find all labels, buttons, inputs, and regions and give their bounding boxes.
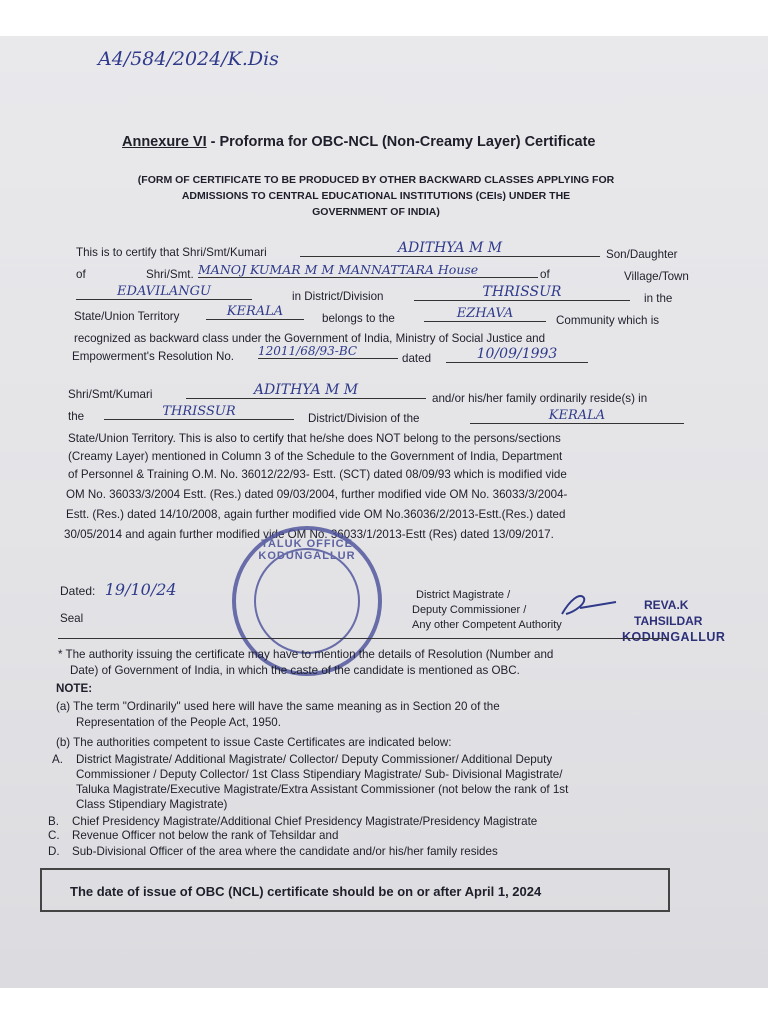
district-name: THRISSUR bbox=[414, 284, 630, 301]
dated-row bbox=[60, 580, 177, 599]
dated-label: Dated: bbox=[60, 584, 96, 598]
of-label-2: of bbox=[540, 268, 550, 281]
list-text: Revenue Officer not below the rank of Tehsildar and bbox=[72, 829, 339, 842]
stamp-text: TALUK OFFICE KODUNGALLUR bbox=[258, 538, 356, 562]
shri-label: Shri/Smt. bbox=[146, 268, 194, 281]
state-name: KERALA bbox=[206, 304, 304, 320]
list-item bbox=[48, 844, 498, 859]
belongs-label: belongs to the bbox=[322, 312, 395, 325]
reside-text: and/or his/her family ordinarily reside(s) in bbox=[432, 392, 648, 405]
officer-place: KODUNGALLUR bbox=[622, 630, 726, 644]
list-marker: C. bbox=[48, 829, 60, 842]
list-text: Taluka Magistrate/Executive Magistrate/Extra Assistant Commissioner (not below the rank of 1st bbox=[76, 783, 569, 796]
note-a: (a) The term "Ordinarily" used here will have the same meaning as in Section 20 of the bbox=[56, 700, 500, 713]
candidate-name: ADITHYA M M bbox=[300, 240, 600, 257]
p2-line: State/Union Territory. This is also to certify that he/she does NOT belong to the persons/sections bbox=[68, 432, 561, 445]
authority-line: Deputy Commissioner / bbox=[412, 604, 527, 616]
district-division-label: District/Division of the bbox=[308, 412, 420, 425]
note-a-cont: Representation of the People Act, 1950. bbox=[76, 716, 281, 729]
subtitle-line: GOVERNMENT OF INDIA) bbox=[312, 206, 440, 218]
list-marker: B. bbox=[48, 815, 59, 828]
p2-line: (Creamy Layer) mentioned in Column 3 of the Schedule to the Government of India, Department bbox=[68, 450, 563, 463]
state-label: State/Union Territory bbox=[74, 310, 180, 323]
father-name: MANOJ KUMAR M M MANNATTARA House bbox=[198, 262, 538, 278]
p2-line: OM No. 36033/3/2004 Estt. (Res.) dated 09/03/2004, further modified vide OM No. 36033/3/2004- bbox=[66, 488, 568, 501]
p2-state: KERALA bbox=[470, 408, 684, 424]
list-marker: A. bbox=[52, 753, 63, 766]
page-title bbox=[122, 134, 596, 150]
officer-name: REVA.K bbox=[644, 598, 689, 612]
title-text: - Proforma for OBC-NCL (Non-Creamy Layer) Certificate bbox=[206, 134, 596, 150]
dated-label: dated bbox=[402, 352, 432, 365]
resolution-date: 10/09/1993 bbox=[446, 346, 588, 363]
son-daughter-label: Son/Daughter bbox=[606, 248, 678, 261]
subtitle bbox=[96, 172, 656, 220]
certificate-page bbox=[0, 36, 768, 988]
resolution-label: Empowerment's Resolution No. bbox=[72, 350, 235, 363]
p2-label: Shri/Smt/Kumari bbox=[68, 388, 153, 401]
in-the-label: in the bbox=[644, 292, 673, 305]
reference-number: A4/584/2024/K.Dis bbox=[98, 48, 279, 70]
p2-candidate-name: ADITHYA M M bbox=[186, 382, 426, 399]
footnote-line: * The authority issuing the certificate may have to mention the details of Resolution (Number and bbox=[58, 648, 554, 661]
list-text: District Magistrate/ Additional Magistrate/ Collector/ Deputy Commissioner/ Additional Deputy bbox=[76, 753, 553, 766]
subtitle-line: ADMISSIONS TO CENTRAL EDUCATIONAL INSTITUTIONS (CEIs) UNDER THE bbox=[181, 190, 571, 202]
list-item bbox=[48, 828, 338, 843]
seal-label: Seal bbox=[60, 612, 84, 625]
certify-text: This is to certify that Shri/Smt/Kumari bbox=[76, 246, 267, 259]
officer-title: TAHSILDAR bbox=[634, 614, 703, 628]
authority-line: Any other Competent Authority bbox=[412, 619, 562, 631]
village-name: EDAVILANGU bbox=[76, 284, 252, 300]
note-heading: NOTE: bbox=[56, 682, 93, 695]
list-item bbox=[52, 752, 568, 812]
resolution-number: 12011/68/93-BC bbox=[258, 344, 398, 359]
p2-line: Estt. (Res.) dated 14/10/2008, again further modified vide OM No.36036/2/2013-Estt.(Res.) dated bbox=[66, 508, 566, 521]
in-district-label: in District/Division bbox=[292, 290, 384, 303]
p2-line: 30/05/2014 and again further modified vide OM No. 36033/1/2013-Estt (Res) dated 13/09/2017. bbox=[64, 528, 554, 541]
list-item bbox=[48, 814, 537, 829]
the-label: the bbox=[68, 410, 85, 423]
community-name: EZHAVA bbox=[424, 306, 546, 322]
list-text: Commissioner / Deputy Collector/ 1st Class Stipendiary Magistrate/ Sub- Divisional Magistrate/ bbox=[76, 768, 563, 781]
village-label: Village/Town bbox=[624, 270, 689, 283]
issue-date-notice: The date of issue of OBC (NCL) certificate should be on or after April 1, 2024 bbox=[70, 884, 542, 899]
community-label: Community which is bbox=[556, 314, 660, 327]
annexure-label: Annexure VI bbox=[122, 134, 207, 150]
p2-district: THRISSUR bbox=[104, 404, 294, 420]
authority-line: District Magistrate / bbox=[416, 589, 511, 601]
divider bbox=[58, 638, 668, 639]
footnote-line: Date) of Government of India, in which the caste of the candidate is mentioned as OBC. bbox=[70, 664, 520, 677]
of-label: of bbox=[76, 268, 86, 281]
list-text: Sub-Divisional Officer of the area where the candidate and/or his/her family resides bbox=[72, 845, 498, 858]
authority-block bbox=[412, 588, 562, 633]
p2-line: of Personnel & Training O.M. No. 36012/22/93- Estt. (SCT) dated 08/09/93 which is modified vide bbox=[68, 468, 567, 481]
list-marker: D. bbox=[48, 845, 60, 858]
note-b: (b) The authorities competent to issue Caste Certificates are indicated below: bbox=[56, 736, 452, 749]
subtitle-line: (FORM OF CERTIFICATE TO BE PRODUCED BY OTHER BACKWARD CLASSES APPLYING FOR bbox=[137, 174, 615, 186]
list-text: Class Stipendiary Magistrate) bbox=[76, 798, 228, 811]
dated-value: 19/10/24 bbox=[104, 580, 177, 599]
list-text: Chief Presidency Magistrate/Additional Chief Presidency Magistrate/Presidency Magistrate bbox=[72, 815, 538, 828]
recognition-line: recognized as backward class under the Government of India, Ministry of Social Justice and bbox=[74, 332, 546, 345]
signature-mark bbox=[556, 588, 626, 622]
